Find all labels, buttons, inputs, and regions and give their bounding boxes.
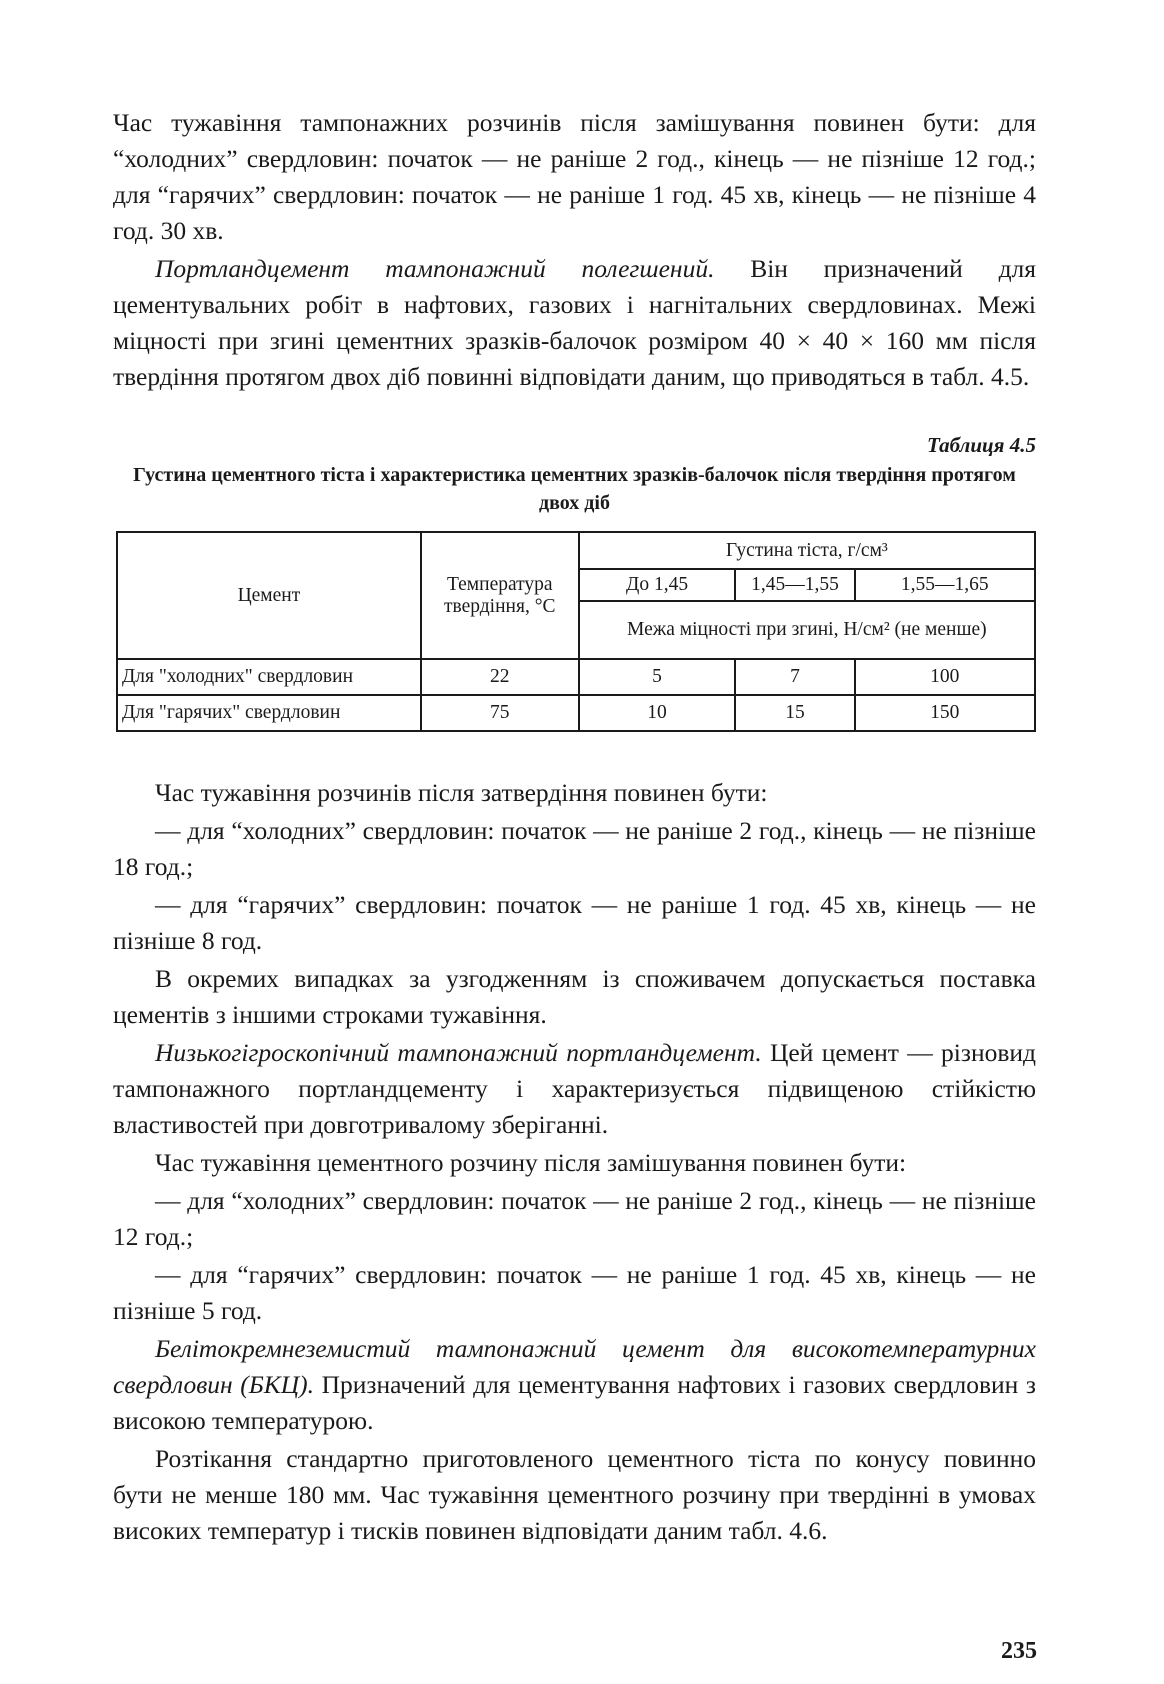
density-col: 1,45—1,55 [735,569,854,601]
cell-value: 15 [735,695,854,731]
table-title: Густина цементного тіста і характеристика цементних зразків-балочок після твердіння протягом двох діб [133,464,1016,514]
paragraph: В окремих випадках за узгодженням із споживачем допускається поставка цементів з іншими строками тужавіння. [113,964,1036,1029]
paragraph: — для “гарячих” свердловин: початок — не раніше 1 год. 45 хв, кінець — не пізніше 5 год. [113,1260,1036,1325]
header-density: Густина тіста, г/см³ [579,532,1035,569]
paragraph-text: Він призначений для цементувальних робіт в нафтових, газових і нагнітальних свердловинах. Межі міцності при згині цементних зразків-балочок розміром 40 × 40 × 160 мм після твердіння протягом двох діб повинні відповідати даним, що приводяться в табл. 4.5. [113,254,1037,391]
density-col: 1,55—1,65 [855,569,1035,601]
paragraph [113,1035,1036,1143]
paragraph: — для “холодних” свердловин: початок — не раніше 2 год., кінець — не пізніше 18 год.; [113,816,1036,881]
text-block-bottom [113,775,1036,1551]
cell-value: 100 [855,659,1035,695]
table-row [117,659,1035,695]
header-strength: Межа міцності при згині, Н/см² (не менше) [579,601,1035,659]
paragraph [113,1331,1036,1439]
data-table [116,531,1036,732]
cell-cement: Для "холодних" свердловин [117,659,421,695]
cell-temp: 22 [421,659,579,695]
header-temperature: Температура твердіння, °С [421,532,579,659]
paragraph: Розтікання стандартно приготовленого цементного тіста по конусу повинно бути не менше 180 мм. Час тужавіння цементного розчину при твердінні в умовах високих температур і тисків повинен відповідати даним табл. 4.6. [113,1444,1036,1545]
paragraph-text: Призначений для цементування нафтових і газових свердловин з високою температурою. [113,1370,1036,1435]
paragraph: — для “холодних” свердловин: початок — не раніше 2 год., кінець — не пізніше 12 год.; [113,1186,1036,1251]
cell-value: 150 [855,695,1035,731]
paragraph-text: Цей цемент — різновид тампонажного портландцементу і характеризується підвищеною стійкістю властивостей при довготривалому зберіганні. [113,1038,1036,1139]
cell-temp: 75 [421,695,579,731]
cell-value: 10 [579,695,736,731]
paragraph: — для “гарячих” свердловин: початок — не раніше 1 год. 45 хв, кінець — не пізніше 8 год. [113,890,1036,955]
term-italic: Портландцемент тампонажний полегшений. [155,254,715,283]
header-cement: Цемент [117,532,421,659]
density-col: До 1,45 [579,569,736,601]
cell-value: 7 [735,659,854,695]
table-row [117,695,1035,731]
paragraph [113,251,1036,395]
cell-cement: Для "гарячих" свердловин [117,695,421,731]
paragraph: Час тужавіння тампонажних розчинів після замішування повинен бути: для “холодних” свердловин: початок — не раніше 2 год., кінець — не пізніше 12 год.; для “гарячих” свердловин: початок — не раніше 1 год. 45 хв, кінець — не пізніше 4 год. 30 хв. [113,108,1036,245]
cell-value: 5 [579,659,736,695]
term-italic: Белітокремнеземистий тампонажний цемент для високотемпературних свердловин (БКЦ). [113,1334,1036,1399]
paragraph: Час тужавіння розчинів після затвердіння повинен бути: [155,778,768,807]
paragraph: Час тужавіння цементного розчину після замішування повинен бути: [155,1148,907,1177]
page-number: 235 [1001,1638,1037,1664]
table-label: Таблиця 4.5 [927,433,1036,457]
text-block-top [113,105,1036,397]
term-italic: Низькогігроскопічний тампонажний портландцемент. [155,1038,762,1067]
